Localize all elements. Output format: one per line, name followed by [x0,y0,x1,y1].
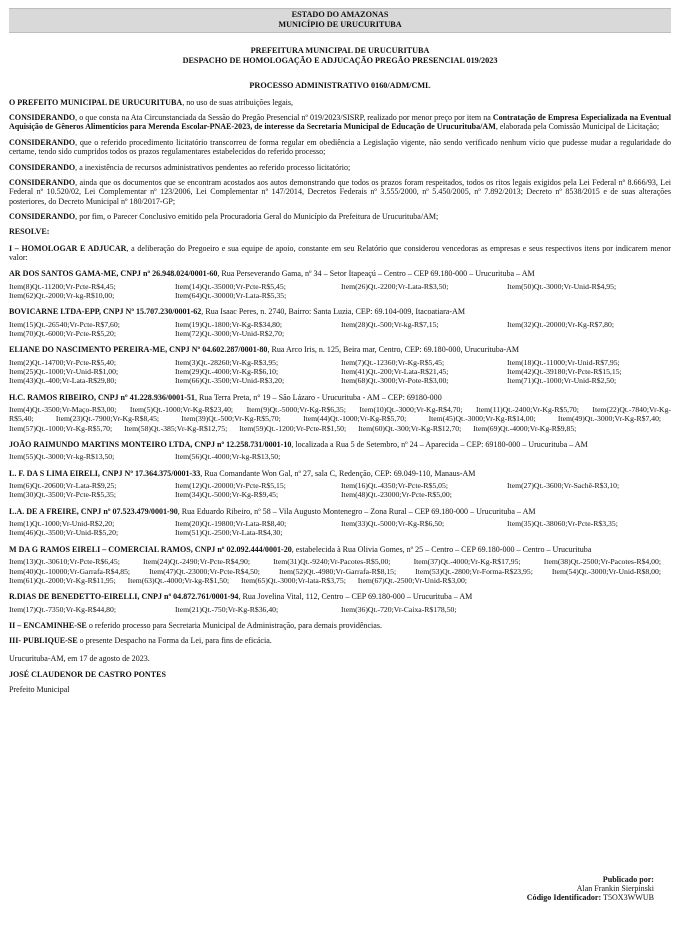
item-entry: Item(1)Qt.-1000;Vr-Unid-R$2,20; [9,519,115,529]
company-entry [9,440,671,449]
item-entry: Item(36)Qt.-720;Vr-Caixa-R$178,50; [341,604,457,614]
item-entry: Item(33)Qt.-5000;Vr-Kg-R$6,50; [341,519,445,529]
section-text: , a deliberação do Pregoeiro e sua equipe de apoio, constante em seu Relatório que considerou vencedoras as empresas e seus respectivos itens por indicarem menor valor: [9,243,671,262]
published-by-text: Publicado por: [602,875,654,884]
item-entry: Item(7)Qt.-12360;Vr-Kg-R$5,45; [341,357,445,367]
item-entry: Item(20)Qt.-19800;Vr-Lata-R$8,40; [175,519,287,529]
item-entry: Item(59)Qt.-1200;Vr-Pcte-R$1,50; [239,423,347,433]
item-entry: Item(8)Qt.-11200;Vr-Pcte-R$4,45; [9,281,116,291]
item-entry: Item(65)Qt.-3000;Vr-lata-R$3,75; [241,575,346,585]
companies-list [9,269,671,614]
considerando-lead: CONSIDERANDO [9,162,76,172]
item-entry: Item(43)Qt.-400;Vr-Lata-R$29,80; [9,376,117,386]
state-header [9,8,671,33]
item-entry: Item(32)Qt.-20000;Vr-Kg-R$7,80; [507,319,614,329]
item-entry: Item(41)Qt.-200;Vr-Lata-R$21,45; [341,367,449,376]
item-entry: Item(18)Qt.-11000;Vr-Unid-R$7,95; [507,357,620,367]
intro-paragraph [9,98,671,107]
item-entry: Item(15)Qt.-26540;Vr-Pcte-R$7,60; [9,319,120,329]
considerando-lead: CONSIDERANDO [9,177,76,187]
item-entry: Item(2)Qt.-14700;Vr-Pcte-R$5,40; [9,357,116,367]
code-label: Código Identificador: [526,892,602,902]
item-entry: Item(11)Qt.-2400;Vr-Kg-R$5,70; [476,405,579,415]
considerando-text: , ainda que os documentos que se encontram acostados aos autos demonstrando que todos os prazos foram respeitados, todos os ritos legais exigidos pela Lei Federal nº 8.666/93, Lei Federal nº 10.520/02, Lei Complementar nº 123/2006, Lei Complementar nº 147/2014, Decretos Federais nº 3.555/2000, nº 5.450/2005, nº 7.892/2013; Decreto nº 8538/2015 e de suas alterações posteriores, do Decreto Municipal nº 180/2017-GP; [9,177,671,206]
company-entry [9,592,671,601]
considerando-text: , por fim, o Parecer Conclusivo emitido pela Procuradoria Geral do Município da Prefeitura de Urucurituba/AM; [75,211,439,221]
despacho-title: DESPACHO DE HOMOLOGAÇÃO E ADJUCAÇÃO PREGÃO PRESENCIAL 019/2023 [182,55,498,65]
item-entry: Item(40)Qt.-10000;Vr-Garrafa-R$4,85; [9,566,131,576]
considerando-2 [9,138,671,157]
item-entry: Item(67)Qt.-2500;Vr-Unid-R$3,00; [357,575,467,585]
item-entry: Item(27)Qt.-3600;Vr-Sachê-R$3,10; [507,481,620,491]
item-entry: Item(26)Qt.-2200;Vr-Lata-R$3,50; [341,281,449,291]
item-entry: Item(64)Qt.-30000;Vr-Lata-R$5,35; [175,290,287,300]
company-name: H.C. RAMOS RIBEIRO, CNPJ nº 41.228.936/0001-51 [9,392,195,402]
item-entry: Item(51)Qt.-2500;Vr-Lata-R$4,30; [175,528,283,538]
considerando-object: Contratação de Empresa Especializada na Eventual Aquisição de Gêneros Alimentícios para Merenda Escolar-PNAE-2023, de interesse da Secretaria Municipal de Educação de Urucurituba/AM [9,113,671,132]
item-entry: Item(12)Qt.-20000;Vr-Pcte-R$5,15; [175,481,286,491]
considerando-text: , que o referido procedimento licitatório transcorreu de forma regular em obediência a Legislação vigente, não sendo verificado nenhum vício que pudesse mudar a regularidade do certame, tendo sido cumpridos todos os prazos regulamentares estabelecidos do referido processo; [9,137,671,157]
item-entry: Item(16)Qt.-4350;Vr-Pcte-R$5,05; [341,481,448,491]
place-date: Urucurituba-AM, em 17 de agosto de 2023. [9,653,150,663]
document-heading [9,46,671,65]
municipality-name: MUNICÍPIO DE URUCURITUBA [278,20,402,29]
item-entry: Item(57)Qt.-1000;Vr-Kg-R$5,70; [9,423,113,433]
considerando-lead: CONSIDERANDO [9,211,76,221]
item-entry: Item(60)Qt.-300;Vr-Kg-R$12,70; [358,423,462,433]
item-entry: Item(53)Qt.-2800;Vr-Forma-R$23,95; [415,566,533,576]
item-entry: Item(22)Qt.-7840;Vr-Kg-R$5,40; [9,405,672,424]
company-address: , Rua Comandante Won Gal, nº 27, sala C, Redenção, CEP: 69.049-110, Manaus-AM [200,468,476,478]
item-entry: Item(24)Qt.-2490;Vr-Pcte-R$4,90; [143,557,251,567]
item-entry: Item(31)Qt.-9240;Vr-Pacotes-R$5,00; [273,557,391,567]
item-entry: Item(52)Qt.-4980;Vr-Garrafa-R$8,15; [278,566,397,576]
company-name: R.DIAS DE BENEDETTO-EIRELLI, CNPJ nº 04.872.761/0001-94 [9,592,239,602]
item-entry: Item(48)Qt.-23000;Vr-Pcte-R$5,00; [341,490,452,500]
company-name: ELIANE DO NASCIMENTO PEREIRA-ME, CNPJ Nº 04.602.287/0001-80 [9,345,268,355]
company-items [9,405,671,433]
company-name: BOVICARNE LTDA-EPP, CNPJ Nº 15.707.230/0001-62 [9,307,202,317]
signer-name [9,670,671,679]
considerando-text: , elaborada pela Comissão Municipal de Licitação; [495,122,660,132]
section-publique [9,636,671,645]
company-address: , Rua Perseverando Gama, nº 34 – Setor Itapeaçú – Centro – CEP 69.180-000 – Urucurituba – AM [217,269,535,279]
considerando-5 [9,212,671,221]
company-entry [9,393,671,402]
company-entry [9,269,671,278]
company-entry [9,469,671,478]
prefeitura-title: PREFEITURA MUNICIPAL DE URUCURITUBA [250,46,430,55]
considerando-3 [9,163,671,172]
company-name: M DA G RAMOS EIRELI – COMERCIAL RAMOS, CNPJ nº 02.092.444/0001-20 [9,544,292,554]
company-name: AR DOS SANTOS GAMA-ME, CNPJ nº 26.948.024/0001-60 [9,269,218,279]
section-text: o presente Despacho na Forma da Lei, para fins de eficácia. [77,636,272,646]
company-address: , Rua Terra Preta, n° 19 – São Lázaro - Urucurituba - AM – CEP: 69180-000 [194,392,442,402]
considerando-lead: CONSIDERANDO [9,137,76,147]
item-entry: Item(28)Qt.-500;Vr-kg-R$7,15; [341,319,439,329]
section-encaminhe [9,621,671,630]
item-entry: Item(39)Qt.-500;Vr-Kg-R$5,70; [181,414,281,424]
item-entry: Item(6)Qt.-20600;Vr-Lata-R$9,25; [9,481,117,491]
company-address: , estabelecida à Rua Olivia Gomes, nº 25 – Centro – CEP 69.180-000 – Centro – Urucurituba [291,544,592,554]
item-entry: Item(9)Qt.-5000;Vr-Kg-R$6,35; [246,405,346,415]
code-value: T5OX3WWUB [603,892,654,902]
item-entry: Item(71)Qt.-1000;Vr-Unid-R$2,50; [507,376,617,386]
identifier-code [527,894,654,903]
item-entry: Item(46)Qt.-3500;Vr-Unid-R$5,20; [9,528,119,538]
item-entry: Item(38)Qt.-2500;Vr-Pacotes-R$4,00; [543,557,661,567]
item-entry: Item(63)Qt.-4000;Vr-kg-R$1,50; [127,575,230,585]
intro-text: , no uso de suas atribuições legais, [182,97,294,107]
company-address: , Rua Jovelina Vital, 112, Centro – CEP 69.180-000 – Urucurituba – AM [238,592,473,602]
company-items [9,282,671,301]
item-entry: Item(50)Qt.-3000;Vr-Unid-R$4,95; [507,281,617,291]
considerando-4 [9,178,671,206]
item-entry: Item(35)Qt.-38060;Vr-Pcte-R$3,35; [507,519,618,529]
item-entry: Item(56)Qt.-4000;Vr-kg-R$13,50; [175,452,281,462]
company-items [9,605,671,614]
company-items [9,557,671,585]
company-items [9,358,671,386]
item-entry: Item(54)Qt.-3000;Vr-Unid-R$8,00; [551,566,661,576]
company-address: , localizada a Rua 5 de Setembro, nº 24 – Aparecida – CEP: 69180-000 – Urucurituba – AM [291,440,588,450]
item-entry: Item(14)Qt.-35000;Vr-Pcte-R$5,45; [175,281,286,291]
item-entry: Item(23)Qt.-7900;Vr-Kg-R$8,45; [55,414,160,424]
section-lead: I – HOMOLOGAR E ADJUCAR [9,243,127,253]
item-entry: Item(13)Qt.-30610;Vr-Pcte-R$6,45; [9,557,120,567]
item-entry: Item(45)Qt.-3000;Vr-Kg-R$14,00; [428,414,536,424]
item-entry: Item(10)Qt.-3000;Vr-Kg-R$4,70; [359,405,463,415]
item-entry: Item(30)Qt.-3500;Vr-Pcte-R$5,35; [9,490,116,500]
item-entry: Item(58)Qt.-385;Vr-Kg-R$12,75; [124,423,228,433]
intro-lead: O PREFEITO MUNICIPAL DE URUCURITUBA [9,97,183,107]
state-name: ESTADO DO AMAZONAS [291,10,389,19]
company-name: JOÃO RAIMUNDO MARTINS MONTEIRO LTDA, CNPJ nº 12.258.731/0001-10 [9,440,292,450]
company-items [9,320,671,339]
considerando-text: , o que consta na Ata Circunstanciada da Sessão do Pregão Presencial nº 019/2023/SISRP, realizado por menor preço por item na [75,113,493,123]
publisher-name: Alan Frankin Sierpinski [576,883,654,893]
item-entry: Item(19)Qt.-1800;Vr-Kg-R$34,80; [175,319,282,329]
company-entry [9,345,671,354]
item-entry: Item(25)Qt.-1000;Vr-Unid-R$1,00; [9,367,119,376]
item-entry: Item(47)Qt.-23000;Vr-Pcte-R$4,50; [149,566,260,576]
considerando-lead: CONSIDERANDO [9,113,76,123]
company-name: L. F. DA S LIMA EIRELI, CNPJ Nº 17.364.375/0001-33 [9,468,201,478]
company-entry [9,545,671,554]
section-lead: II – ENCAMINHE-SE [9,620,87,630]
item-entry: Item(68)Qt.-3000;Vr-Pote-R$3,00; [341,376,449,386]
document-page [0,8,680,934]
company-name: L.A. DE A FREIRE, CNPJ nº 07.523.479/0001-90 [9,506,178,516]
section-text: o referido processo para Secretaria Municipal de Administração, para demais providências. [86,620,382,630]
company-address: , Rua Isaac Peres, n. 2740, Bairro: Santa Luzia, CEP: 69.104-009, Itacoatiara-AM [201,307,465,317]
item-entry: Item(5)Qt.-1000;Vr-Kg-R$23,40; [129,405,234,415]
item-entry: Item(49)Qt.-3000;Vr-Kg-R$7,40; [557,414,662,424]
signer-text: JOSÉ CLAUDENOR DE CASTRO PONTES [9,669,166,679]
item-entry: Item(69)Qt.-4000;Vr-Kg-R$9,85; [473,423,577,433]
item-entry: Item(34)Qt.-5000;Vr-Kg-R$9,45; [175,490,279,500]
company-address: , Rua Eduardo Ribeiro, nº 58 – Vila Augusto Montenegro – Zona Rural – CEP 69.180-000 – Urucurituba – AM [177,506,536,516]
item-entry: Item(42)Qt.-39180;Vr-Pcte-R$15,15; [507,367,622,376]
section-homologar [9,244,671,263]
resolve-text: RESOLVE: [9,227,50,237]
section-lead: III- PUBLIQUE-SE [9,636,78,646]
item-entry: Item(61)Qt.-2000;Vr-Kg-R$11,95; [9,575,116,585]
company-entry [9,507,671,516]
company-items [9,452,671,461]
company-items [9,519,671,538]
item-entry: Item(55)Qt.-3000;Vr-kg-R$13,50; [9,452,115,462]
item-entry: Item(70)Qt.-6000;Vr-Pcte-R$5,20; [9,328,116,338]
resolve-label [9,227,671,236]
considerando-text: , a inexistência de recursos administrativos pendentes ao referido processo licitatório; [75,162,351,172]
item-entry: Item(3)Qt.-28260;Vr-Kg-R$3,95; [175,357,279,367]
process-number: PROCESSO ADMINISTRATIVO 0160/ADM/CML [249,81,431,91]
item-entry: Item(72)Qt.-3000;Vr-Unid-R$2,70; [175,328,285,338]
company-entry [9,307,671,316]
item-entry: Item(4)Qt.-3500;Vr-Maço-R$3,00; [9,405,117,415]
signer-role: Prefeito Municipal [9,685,70,695]
item-entry: Item(17)Qt.-7350;Vr-Kg-R$44,80; [9,604,116,614]
publication-footer [527,876,654,903]
item-entry: Item(44)Qt.-1000;Vr-Kg-R$5,70; [303,414,407,424]
item-entry: Item(29)Qt.-4000;Vr-Kg-R$6,10; [175,367,279,376]
company-address: , Rua Arco Iris, n. 125, Beira mar, Centro, CEP: 69.180-000, Urucurituba-AM [267,345,520,355]
considerando-1 [9,113,671,132]
item-entry: Item(62)Qt.-2000;Vr-kg-R$10,00; [9,290,115,300]
item-entry: Item(37)Qt.-4000;Vr-Kg-R$17,95; [413,557,521,567]
item-entry: Item(21)Qt.-750;Vr-Kg-R$36,40; [175,604,279,614]
item-entry: Item(66)Qt.-3500;Vr-Unid-R$3,20; [175,376,285,386]
company-items [9,481,671,500]
